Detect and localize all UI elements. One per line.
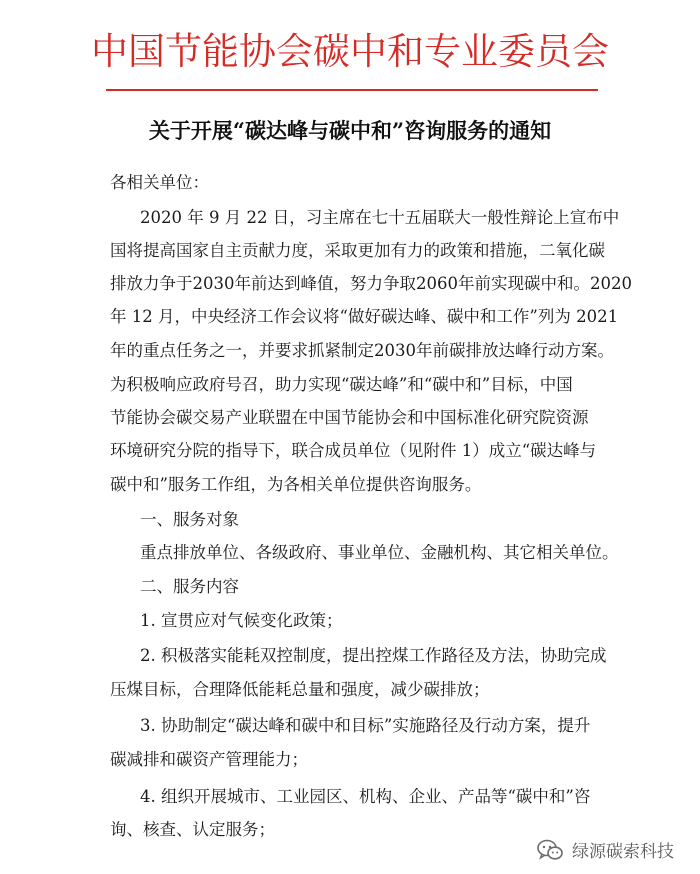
paragraph-line: 年 12 月，中央经济工作会议将“做好碳达峰、碳中和工作”列为 2021	[110, 307, 619, 326]
paragraph-line: 环境研究分院的指导下，联合成员单位（见附件 1）成立“碳达峰与	[110, 441, 597, 460]
section-heading: 二、服务内容	[140, 577, 239, 596]
list-item: 4. 组织开展城市、工业园区、机构、企业、产品等“碳中和”咨	[140, 787, 591, 806]
paragraph-line: 排放力争于2030年前达到峰值，努力争取2060年前实现碳中和。2020	[110, 274, 632, 293]
paragraph-line: 重点排放单位、各级政府、事业单位、金融机构、其它相关单位。	[140, 543, 619, 562]
paragraph-line: 碳中和”服务工作组，为各相关单位提供咨询服务。	[110, 475, 482, 494]
paragraph-line: 节能协会碳交易产业联盟在中国节能协会和中国标准化研究院资源	[110, 408, 589, 427]
paragraph-line: 2020 年 9 月 22 日，习主席在七十五届联大一般性辩论上宣布中	[140, 208, 620, 227]
list-item: 2. 积极落实能耗双控制度，提出控煤工作路径及方法，协助完成	[140, 646, 607, 665]
section-heading: 一、服务对象	[140, 510, 239, 529]
watermark	[536, 837, 674, 862]
letterhead: 中国节能协会碳中和专业委员会	[91, 30, 609, 73]
salutation: 各相关单位：	[110, 173, 209, 192]
document-title: 关于开展“碳达峰与碳中和”咨询服务的通知	[148, 118, 552, 143]
list-item-continuation: 碳减排和碳资产管理能力；	[110, 750, 308, 769]
watermark-text: 绿源碳索科技	[572, 842, 674, 862]
list-item-continuation: 询、核查、认定服务；	[110, 820, 275, 839]
list-item: 1. 宣贯应对气候变化政策；	[140, 611, 343, 630]
paragraph-line: 国将提高国家自主贡献力度，采取更加有力的政策和措施，二氧化碳	[110, 241, 605, 260]
paragraph-line: 年的重点任务之一，并要求抓紧制定2030年前碳排放达峰行动方案。	[110, 341, 614, 360]
list-item-continuation: 压煤目标，合理降低能耗总量和强度，减少碳排放；	[110, 680, 490, 699]
list-item: 3. 协助制定“碳达峰和碳中和目标”实施路径及行动方案，提升	[140, 716, 591, 735]
paragraph-line: 为积极响应政府号召，助力实现“碳达峰”和“碳中和”目标，中国	[110, 375, 573, 394]
wechat-icon	[536, 838, 564, 862]
